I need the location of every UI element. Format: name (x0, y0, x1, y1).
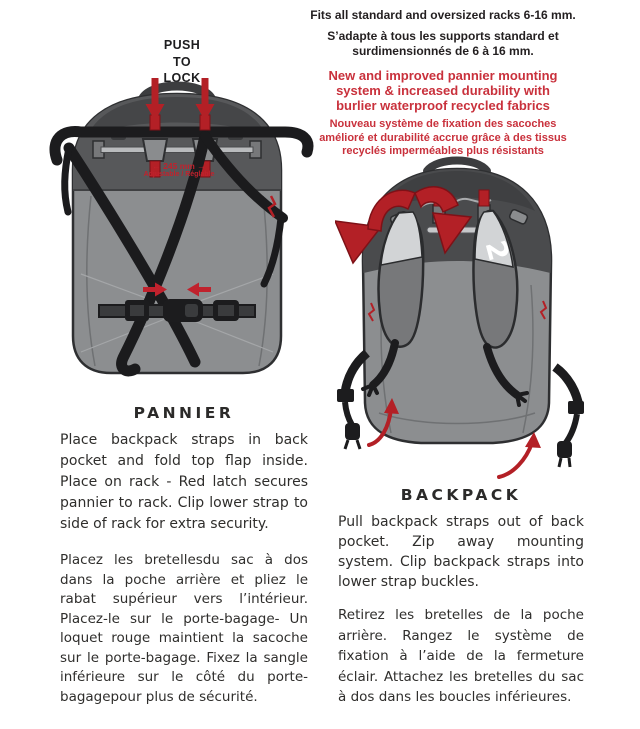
pannier-section-title: PANNIER (133, 404, 235, 422)
pannier-illustration (45, 78, 325, 378)
adjustable-rail (101, 147, 253, 153)
push-to-lock-line: LOCK (163, 71, 201, 85)
fits-racks-en: Fits all standard and oversized racks 6-16 mm. (310, 8, 576, 22)
rail-adjustable-label: Adjustable / Réglable (143, 171, 215, 178)
pannier-instructions-fr: Placez les bretellesdu sac à dos dans la poche arrière et pliez le rabat supérieur vers l’intérieur. Placez-le sur le porte-bagage- Un loquet rouge maintient la sacoche sur le porte-bagage. Fixez la sangle inférieure sur le côté du porte-bagagepour plus de sécurité. (60, 552, 308, 705)
improved-note-en: New and improved pannier mounting system & increased durability with burlier waterproof recycled fabrics (328, 68, 558, 113)
backpack-instructions-en: Pull backpack straps out of back pocket. Zip away mounting system. Clip backpack straps into lower strap buckles. (338, 514, 584, 590)
improved-note-fr: Nouveau système de fixation des sacoches amélioré et durabilité accrue grâce à des tissus recyclés imperméables plus résistants (319, 118, 567, 157)
header-text-block (283, 8, 603, 159)
backpack-instructions-fr: Retirez les bretelles de la poche arrière. Rangez le système de fixation à l’aide de la fermeture éclair. Attachez les bretelles du sac à dos dans les boucles inférieures. (338, 607, 584, 705)
backpack-section-title: BACKPACK (400, 486, 522, 504)
strap-logo: 2 (478, 236, 516, 265)
push-to-lock-line: PUSH (163, 38, 201, 52)
fits-racks-fr: S’adapte à tous les supports standard et surdimensionnés de 6 à 16 mm. (327, 29, 559, 58)
backpack-illustration (335, 155, 590, 485)
side-buckle-strap-left (337, 353, 367, 449)
push-to-lock-line: TO (173, 54, 191, 69)
pannier-instructions-en: Place backpack straps in back pocket and fold top flap inside. Place on rack - Red latch secures pannier to rack. Clip lower strap to side of rack for extra security. (60, 432, 308, 532)
clip-guide-arrow-right (499, 443, 532, 477)
side-buckle-strap-right (555, 367, 584, 467)
rail-width-label: ← 245 mm → (152, 161, 206, 171)
